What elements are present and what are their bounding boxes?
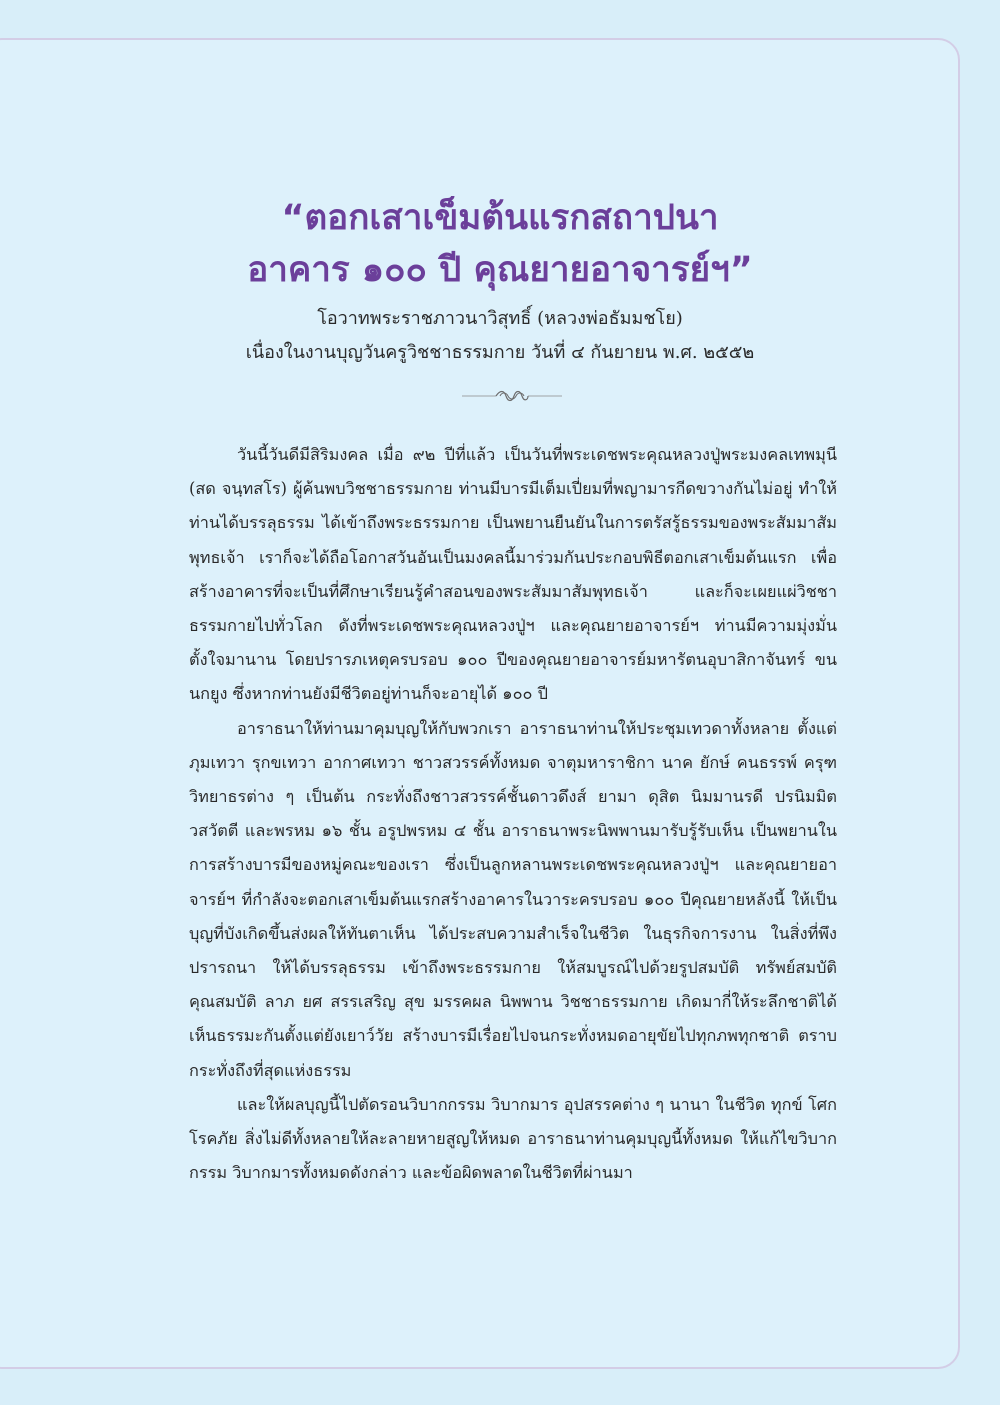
subtitle [0,302,1000,370]
title-line-2: อาคาร ๑๐๐ ปี คุณยายอาจารย์ฯ” [247,250,753,290]
flourish-divider-icon [462,388,562,404]
title-line-1: “ตอกเสาเข็มต้นแรกสถาปนา [281,198,719,238]
page-title [0,192,1000,296]
paragraph-1: วันนี้วันดีมีสิริมงคล เมื่อ ๙๒ ปีที่แล้ว เป็นวันที่พระเดชพระคุณหลวงปู่พระมงคลเทพมุนี (สด จนฺทสโร) ผู้ค้นพบวิชชาธรรมกาย ท่านมีบารมีเต็มเปี่ยมที่พญามารกีดขวางกันไม่อยู่ ทำให้ท่านได้บรรลุธรรม ได้เข้าถึงพระธรรมกาย เป็นพยานยืนยันในการตรัสรู้ธรรมของพระสัมมาสัมพุทธเจ้า เราก็จะได้ถือโอกาสวันอันเป็นมงคลนี้มาร่วมกันประกอบพิธีตอกเสาเข็มต้นแรก เพื่อสร้างอาคารที่จะเป็นที่ศึกษาเรียนรู้คำสอนของพระสัมมาสัมพุทธเจ้า และก็จะเผยแผ่วิชชาธรรมกายไปทั่วโลก ดังที่พระเดชพระคุณหลวงปู่ฯ และคุณยายอาจารย์ฯ ท่านมีความมุ่งมั่นตั้งใจมานาน โดยปรารภเหตุครบรอบ ๑๐๐ ปีของคุณยายอาจารย์มหารัตนอุบาสิกาจันทร์ ขนนกยูง ซึ่งหากท่านยังมีชีวิตอยู่ท่านก็จะอายุได้ ๑๐๐ ปี [189,445,837,704]
paragraph-3: และให้ผลบุญนี้ไปตัดรอนวิบากกรรม วิบากมาร อุปสรรคต่าง ๆ นานา ในชีวิต ทุกข์ โศก โรคภัย สิ่งไม่ดีทั้งหลายให้ละลายหายสูญให้หมด อาราธนาท่านคุมบุญนี้ทั้งหมด ให้แก้ไขวิบากกรรม วิบากมารทั้งหมดดังกล่าว และข้อผิดพลาดในชีวิตที่ผ่านมา [189,1094,837,1183]
subtitle-line-1: โอวาทพระราชภาวนาวิสุทธิ์ (หลวงพ่อธัมมชโย) [317,308,683,329]
paragraph-2: อาราธนาให้ท่านมาคุมบุญให้กับพวกเรา อาราธนาท่านให้ประชุมเทวดาทั้งหลาย ตั้งแต่ภุมเทวา รุกขเทวา อากาศเทวา ชาวสวรรค์ทั้งหมด จาตุมหาราชิกา นาค ยักษ์ คนธรรพ์ ครุฑ วิทยาธรต่าง ๆ เป็นต้น กระทั่งถึงชาวสวรรค์ชั้นดาวดึงส์ ยามา ดุสิต นิมมานรดี ปรนิมมิตวสวัตตี และพรหม ๑๖ ชั้น อรูปพรหม ๔ ชั้น อาราธนาพระนิพพานมารับรู้รับเห็น เป็นพยานในการสร้างบารมีของหมู่คณะของเรา ซึ่งเป็นลูกหลานพระเดชพระคุณหลวงปู่ฯ และคุณยายอาจารย์ฯ ที่กำลังจะตอกเสาเข็มต้นแรกสร้างอาคารในวาระครบรอบ ๑๐๐ ปีคุณยายหลังนี้ ให้เป็นบุญที่บังเกิดขึ้นส่งผลให้ทันตาเห็น ได้ประสบความสำเร็จในชีวิต ในธุรกิจการงาน ในสิ่งที่พึงปรารถนา ให้ได้บรรลุธรรม เข้าถึงพระธรรมกาย ให้สมบูรณ์ไปด้วยรูปสมบัติ ทรัพย์สมบัติ คุณสมบัติ ลาภ ยศ สรรเสริญ สุข มรรคผล นิพพาน วิชชาธรรมกาย เกิดมากี่ให้ระลึกชาติได้ เห็นธรรมะกันตั้งแต่ยังเยาว์วัย สร้างบารมีเรื่อยไปจนกระทั่งหมดอายุขัยไปทุกภพทุกชาติ ตราบกระทั่งถึงที่สุดแห่งธรรม [189,718,837,1080]
sermon-body [189,438,837,1190]
subtitle-line-2: เนื่องในงานบุญวันครูวิชชาธรรมกาย วันที่ ๔ กันยายน พ.ศ. ๒๕๕๒ [245,342,755,363]
